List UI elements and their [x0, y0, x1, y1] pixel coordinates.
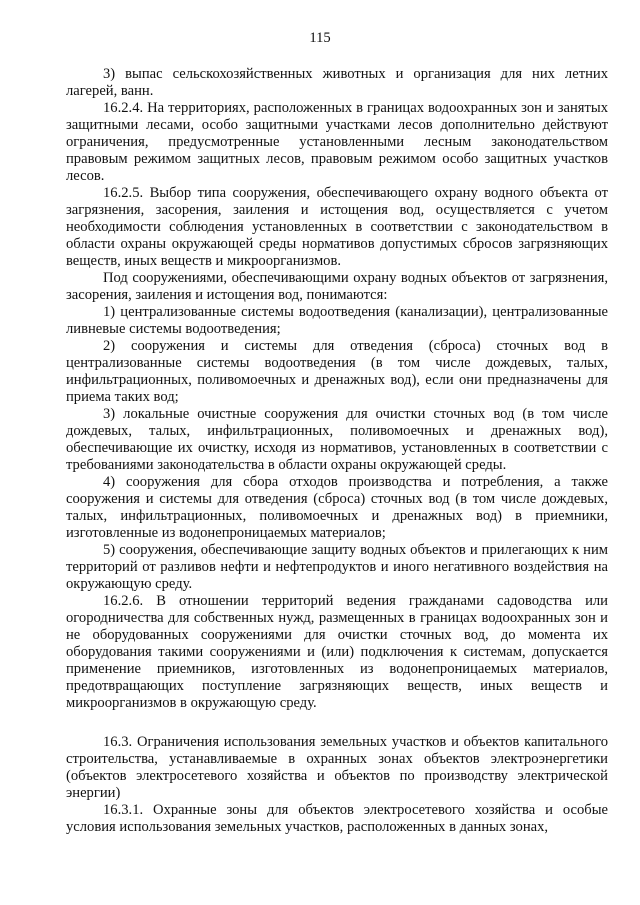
- section-heading: 16.3. Ограничения использования земельных участков и объектов капитального строительства, устанавливаемые в охранных зонах объектов электроэнергетики (объектов электросетевого хозяйства и объектов по производству электрической энергии): [66, 734, 608, 801]
- paragraph: 3) локальные очистные сооружения для очистки сточных вод (в том числе дождевых, талых, инфильтрационных, поливомоечных и дренажных вод), обеспечивающие их очистку, исходя из нормативов, установленных в соответствии с требованиями законодательства в области охраны окружающей среды.: [66, 406, 608, 473]
- paragraph: 16.2.4. На территориях, расположенных в границах водоохранных зон и занятых защитными лесами, особо защитными участками лесов дополнительно действуют ограничения, предусмотренные установленными лесным законодательством правовым режимом защитных лесов, правовым режимом особо защитных участков лесов.: [66, 100, 608, 184]
- paragraph: 1) централизованные системы водоотведения (канализации), централизованные ливневые системы водоотведения;: [66, 304, 608, 337]
- body-text: [66, 66, 608, 836]
- section-gap: [66, 712, 608, 734]
- paragraph: 4) сооружения для сбора отходов производства и потребления, а также сооружения и системы для отведения (сброса) сточных вод (в том числе дождевых, талых, инфильтрационных, поливомоечных и дренажных вод) в приемники, изготовленные из водонепроницаемых материалов;: [66, 474, 608, 541]
- page-number: 115: [309, 30, 331, 46]
- paragraph: 16.3.1. Охранные зоны для объектов электросетевого хозяйства и особые условия использования земельных участков, расположенных в данных зонах,: [66, 802, 608, 835]
- paragraph: 2) сооружения и системы для отведения (сброса) сточных вод в централизованные системы водоотведения (в том числе дождевых, талых, инфильтрационных, поливомоечных и дренажных вод), если они предназначены для приема таких вод;: [66, 338, 608, 405]
- paragraph: 5) сооружения, обеспечивающие защиту водных объектов и прилегающих к ним территорий от разливов нефти и нефтепродуктов и иного негативного воздействия на окружающую среду.: [66, 542, 608, 592]
- paragraph: 3) выпас сельскохозяйственных животных и организация для них летних лагерей, ванн.: [66, 66, 608, 99]
- paragraph: Под сооружениями, обеспечивающими охрану водных объектов от загрязнения, засорения, заиления и истощения вод, понимаются:: [66, 270, 608, 303]
- paragraph: 16.2.6. В отношении территорий ведения гражданами садоводства или огородничества для собственных нужд, размещенных в границах водоохранных зон и не оборудованных сооружениями для очистки сточных вод, до момента их оборудования такими сооружениями и (или) подключения к системам, допускается применение приемников, изготовленных из водонепроницаемых материалов, предотвращающих поступление загрязняющих веществ, иных веществ и микроорганизмов в окружающую среду.: [66, 593, 608, 711]
- paragraph: 16.2.5. Выбор типа сооружения, обеспечивающего охрану водного объекта от загрязнения, засорения, заиления и истощения вод, осуществляется с учетом необходимости соблюдения установленных в соответствии с законодательством в области охраны окружающей среды нормативов допустимых сбросов загрязняющих веществ, иных веществ и микроорганизмов.: [66, 185, 608, 269]
